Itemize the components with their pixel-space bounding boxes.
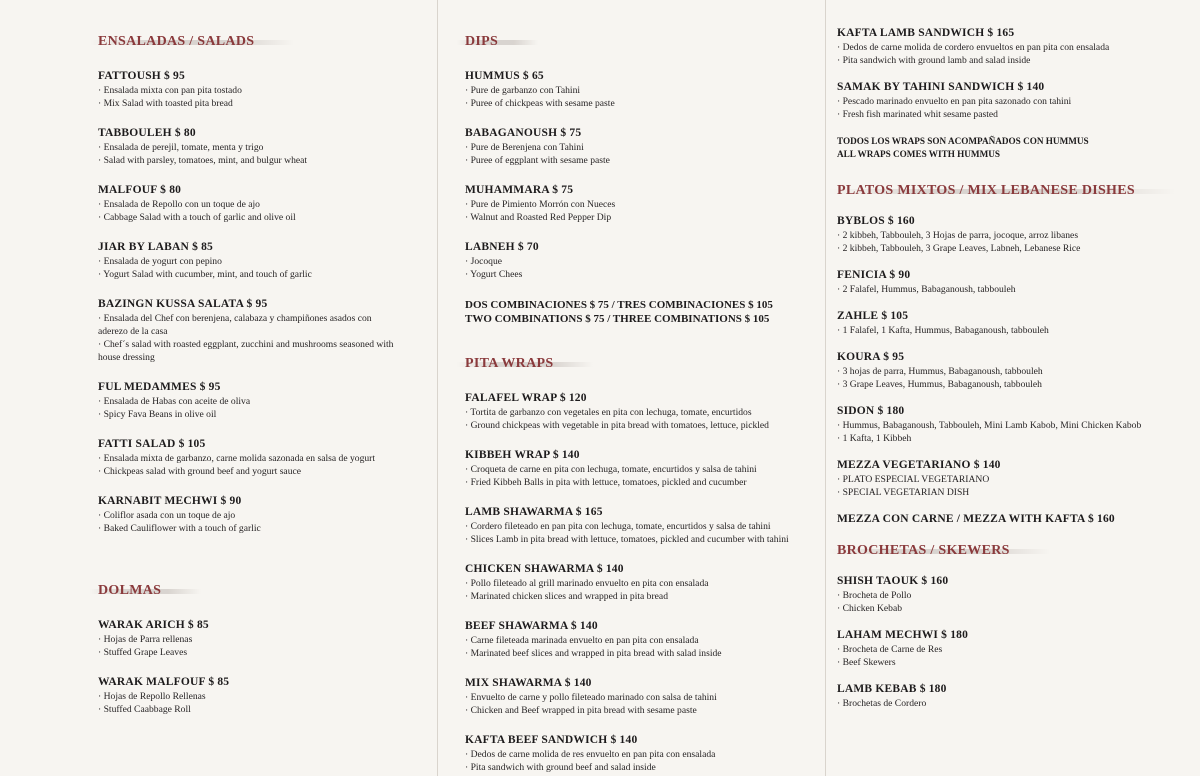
menu-item-description: · Chef´s salad with roasted eggplant, zucchini and mushrooms seasoned with house dressing: [98, 338, 398, 364]
menu-item-name: LAMB SHAWARMA $ 165: [465, 506, 603, 518]
section-title-salads: ENSALADAS / SALADS: [98, 34, 255, 49]
menu-item-description: · Marinated beef slices and wrapped in pita bread with salad inside: [465, 647, 825, 660]
menu-item: [465, 127, 825, 167]
menu-item-description: · Stuffed Grape Leaves: [98, 646, 437, 659]
menu-item-description: · Chicken and Beef wrapped in pita bread with sesame paste: [465, 704, 825, 717]
menu-item-description: · Brocheta de Carne de Res: [837, 643, 1200, 656]
items-salads: [98, 70, 437, 535]
section-title-mixed-dishes: PLATOS MIXTOS / MIX LEBANESE DISHES: [837, 183, 1135, 198]
menu-item-name: FALAFEL WRAP $ 120: [465, 392, 587, 404]
menu-item-description: · PLATO ESPECIAL VEGETARIANO: [837, 473, 1200, 486]
menu-item-description: · 2 kibbeh, Tabbouleh, 3 Grape Leaves, Labneh, Lebanese Rice: [837, 242, 1200, 255]
section-title-skewers: BROCHETAS / SKEWERS: [837, 543, 1010, 558]
combinations-en: TWO COMBINATIONS $ 75 / THREE COMBINATIONS $ 105: [465, 313, 770, 325]
menu-item-description: · Pita sandwich with ground beef and salad inside: [465, 761, 825, 774]
menu-item: [837, 215, 1200, 255]
menu-item: [98, 298, 437, 364]
menu-item-name: FENICIA $ 90: [837, 269, 911, 281]
items-mixed-dishes: [837, 215, 1200, 525]
menu-item-description: · Pescado marinado envuelto en pan pita sazonado con tahini: [837, 95, 1200, 108]
menu-item: [98, 381, 437, 421]
section-skewers: [837, 539, 1200, 710]
menu-item-description: · Yogurt Chees: [465, 268, 825, 281]
menu-item-description: · 2 Falafel, Hummus, Babaganoush, tabbouleh: [837, 283, 1200, 296]
items-wraps: [465, 392, 825, 774]
items-dips: [465, 70, 825, 281]
section-title-wraps: PITA WRAPS: [465, 356, 554, 371]
wraps-hummus-note: [837, 135, 1200, 161]
section-mixed-dishes: [837, 179, 1200, 525]
menu-item-name: KAFTA LAMB SANDWICH $ 165: [837, 27, 1015, 39]
menu-item: [98, 676, 437, 716]
menu-item-name: KOURA $ 95: [837, 351, 905, 363]
menu-item: [465, 677, 825, 717]
menu-item-description: · Chickpeas salad with ground beef and yogurt sauce: [98, 465, 437, 478]
menu-item-description: · Croqueta de carne en pita con lechuga, tomate, encurtidos y salsa de tahini: [465, 463, 825, 476]
menu-item: [837, 629, 1200, 669]
menu-item-name: BEEF SHAWARMA $ 140: [465, 620, 598, 632]
section-dolmas: [98, 579, 437, 716]
menu-item: [465, 70, 825, 110]
menu-item-description: · Puree of eggplant with sesame paste: [465, 154, 825, 167]
menu-item-description: · Ground chickpeas with vegetable in pita bread with tomatoes, lettuce, pickled: [465, 419, 825, 432]
menu-item-description: · Ensalada mixta con pan pita tostado: [98, 84, 437, 97]
menu-item-name: BAZINGN KUSSA SALATA $ 95: [98, 298, 268, 310]
menu-item-description: · Dedos de carne molida de cordero envueltos en pan pita con ensalada: [837, 41, 1200, 54]
menu-item-name: HUMMUS $ 65: [465, 70, 544, 82]
menu-item: [465, 449, 825, 489]
menu-item-name: FATTI SALAD $ 105: [98, 438, 206, 450]
menu-item: [837, 459, 1200, 499]
menu-item-description: · Pure de Berenjena con Tahini: [465, 141, 825, 154]
menu-item-name: KIBBEH WRAP $ 140: [465, 449, 580, 461]
menu-item-description: · 1 Falafel, 1 Kafta, Hummus, Babaganoush, tabbouleh: [837, 324, 1200, 337]
menu-item-name: JIAR BY LABAN $ 85: [98, 241, 213, 253]
menu-item-description: · Pollo fileteado al grill marinado envuelto en pita con ensalada: [465, 577, 825, 590]
menu-item: [465, 734, 825, 774]
menu-column-dips-wraps: [437, 0, 825, 776]
section-dips: [465, 30, 825, 326]
menu-item-description: · Hummus, Babaganoush, Tabbouleh, Mini Lamb Kabob, Mini Chicken Kabob: [837, 419, 1200, 432]
menu-item-description: · Chicken Kebab: [837, 602, 1200, 615]
section-wraps: [465, 352, 825, 774]
menu-item-name: BABAGANOUSH $ 75: [465, 127, 582, 139]
menu-item-name: FATTOUSH $ 95: [98, 70, 185, 82]
menu-item-description: · Salad with parsley, tomatoes, mint, and bulgur wheat: [98, 154, 437, 167]
menu-item-name: SAMAK BY TAHINI SANDWICH $ 140: [837, 81, 1045, 93]
menu-item-name: LAMB KEBAB $ 180: [837, 683, 947, 695]
wraps-note-en: ALL WRAPS COMES WITH HUMMUS: [837, 149, 1001, 159]
section-title-dips: DIPS: [465, 34, 499, 49]
menu-item: [98, 619, 437, 659]
menu-item: [465, 184, 825, 224]
menu-item-name: WARAK MALFOUF $ 85: [98, 676, 230, 688]
menu-item: [837, 513, 1200, 525]
menu-item-description: · Pure de Pimiento Morrón con Nueces: [465, 198, 825, 211]
menu-item-name: SHISH TAOUK $ 160: [837, 575, 949, 587]
menu-item: [465, 620, 825, 660]
menu-item-name: KARNABIT MECHWI $ 90: [98, 495, 242, 507]
combinations-es: DOS COMBINACIONES $ 75 / TRES COMBINACIONES $ 105: [465, 299, 773, 311]
menu-item-description: · Stuffed Caabbage Roll: [98, 703, 437, 716]
menu-item-description: · Slices Lamb in pita bread with lettuce, tomatoes, pickled and cucumber with tahini: [465, 533, 825, 546]
menu-item: [98, 495, 437, 535]
items-skewers: [837, 575, 1200, 710]
menu-item-name: MEZZA CON CARNE / MEZZA WITH KAFTA $ 160: [837, 513, 1115, 525]
menu-item-description: · Ensalada de Repollo con un toque de ajo: [98, 198, 437, 211]
menu-item-description: · Hojas de Repollo Rellenas: [98, 690, 437, 703]
menu-item-name: LAHAM MECHWI $ 180: [837, 629, 969, 641]
menu-item: [465, 392, 825, 432]
section-salads: [98, 30, 437, 535]
menu-item-name: LABNEH $ 70: [465, 241, 539, 253]
menu-item-name: CHICKEN SHAWARMA $ 140: [465, 563, 624, 575]
menu-item-description: · 1 Kafta, 1 Kibbeh: [837, 432, 1200, 445]
menu-item-description: · Yogurt Salad with cucumber, mint, and touch of garlic: [98, 268, 437, 281]
menu-item: [98, 127, 437, 167]
combinations-note: [465, 298, 825, 326]
menu-item-description: · Pita sandwich with ground lamb and salad inside: [837, 54, 1200, 67]
menu-item-description: · Carne fileteada marinada envuelto en pan pita con ensalada: [465, 634, 825, 647]
menu-item: [837, 575, 1200, 615]
menu-item-description: · Dedos de carne molida de res envuelto en pan pita con ensalada: [465, 748, 825, 761]
menu-item-name: MIX SHAWARMA $ 140: [465, 677, 592, 689]
menu-item-name: ZAHLE $ 105: [837, 310, 909, 322]
menu-item-description: · Pure de garbanzo con Tahini: [465, 84, 825, 97]
menu-item: [837, 310, 1200, 337]
menu-item: [837, 269, 1200, 296]
menu-item-name: KAFTA BEEF SANDWICH $ 140: [465, 734, 638, 746]
menu-item: [837, 351, 1200, 391]
menu-item-description: · Ensalada mixta de garbanzo, carne molida sazonada en salsa de yogurt: [98, 452, 437, 465]
menu-item-name: TABBOULEH $ 80: [98, 127, 196, 139]
menu-item: [98, 241, 437, 281]
menu-item: [837, 683, 1200, 710]
items-wraps-continued: [837, 27, 1200, 121]
menu-item-name: MALFOUF $ 80: [98, 184, 182, 196]
menu-item-description: · Walnut and Roasted Red Pepper Dip: [465, 211, 825, 224]
menu-item-description: · Ensalada del Chef con berenjena, calabaza y champiñones asados con aderezo de la casa: [98, 312, 398, 338]
menu-item-description: · Marinated chicken slices and wrapped in pita bread: [465, 590, 825, 603]
menu-item: [465, 506, 825, 546]
menu-item-name: SIDON $ 180: [837, 405, 905, 417]
menu-column-mixed-skewers: [825, 0, 1200, 776]
menu-item: [465, 241, 825, 281]
menu-item-description: · Tortita de garbanzo con vegetales en pita con lechuga, tomate, encurtidos: [465, 406, 825, 419]
wraps-note-es: TODOS LOS WRAPS SON ACOMPAÑADOS CON HUMMUS: [837, 136, 1089, 146]
menu-item-name: MEZZA VEGETARIANO $ 140: [837, 459, 1001, 471]
menu-item-name: FUL MEDAMMES $ 95: [98, 381, 221, 393]
menu-item: [837, 405, 1200, 445]
menu-item-description: · 3 Grape Leaves, Hummus, Babaganoush, tabbouleh: [837, 378, 1200, 391]
menu-item-name: WARAK ARICH $ 85: [98, 619, 209, 631]
menu-item-description: · Jocoque: [465, 255, 825, 268]
menu-item-description: · Fried Kibbeh Balls in pita with lettuce, tomatoes, pickled and cucumber: [465, 476, 825, 489]
menu-item: [98, 184, 437, 224]
menu-item-description: · 2 kibbeh, Tabbouleh, 3 Hojas de parra, jocoque, arroz libanes: [837, 229, 1200, 242]
menu-item-description: · Envuelto de carne y pollo fileteado marinado con salsa de tahini: [465, 691, 825, 704]
menu-item-description: · Fresh fish marinated whit sesame pasted: [837, 108, 1200, 121]
menu-item-description: · Brocheta de Pollo: [837, 589, 1200, 602]
menu-item-description: · Ensalada de Habas con aceite de oliva: [98, 395, 437, 408]
menu-item-description: · Baked Cauliflower with a touch of garlic: [98, 522, 437, 535]
menu-item-description: · Spicy Fava Beans in olive oil: [98, 408, 437, 421]
menu-item-description: · Coliflor asada con un toque de ajo: [98, 509, 437, 522]
menu-item-name: BYBLOS $ 160: [837, 215, 915, 227]
menu-item-description: · Ensalada de yogurt con pepino: [98, 255, 437, 268]
items-dolmas: [98, 619, 437, 716]
menu-item-description: · Brochetas de Cordero: [837, 697, 1200, 710]
menu-item-description: · Puree of chickpeas with sesame paste: [465, 97, 825, 110]
menu-item-name: MUHAMMARA $ 75: [465, 184, 574, 196]
menu-item: [98, 70, 437, 110]
menu-item-description: · Beef Skewers: [837, 656, 1200, 669]
menu-item-description: · Cordero fileteado en pan pita con lechuga, tomate, encurtidos y salsa de tahini: [465, 520, 825, 533]
menu-item: [98, 438, 437, 478]
menu-item: [465, 563, 825, 603]
section-title-dolmas: DOLMAS: [98, 583, 162, 598]
menu-item: [837, 27, 1200, 67]
menu-item-description: · 3 hojas de parra, Hummus, Babaganoush, tabbouleh: [837, 365, 1200, 378]
menu-item-description: · SPECIAL VEGETARIAN DISH: [837, 486, 1200, 499]
menu-item-description: · Hojas de Parra rellenas: [98, 633, 437, 646]
menu-column-salads: [0, 0, 437, 776]
menu-item-description: · Mix Salad with toasted pita bread: [98, 97, 437, 110]
menu-item: [837, 81, 1200, 121]
menu-item-description: · Cabbage Salad with a touch of garlic and olive oil: [98, 211, 437, 224]
menu-item-description: · Ensalada de perejil, tomate, menta y trigo: [98, 141, 437, 154]
